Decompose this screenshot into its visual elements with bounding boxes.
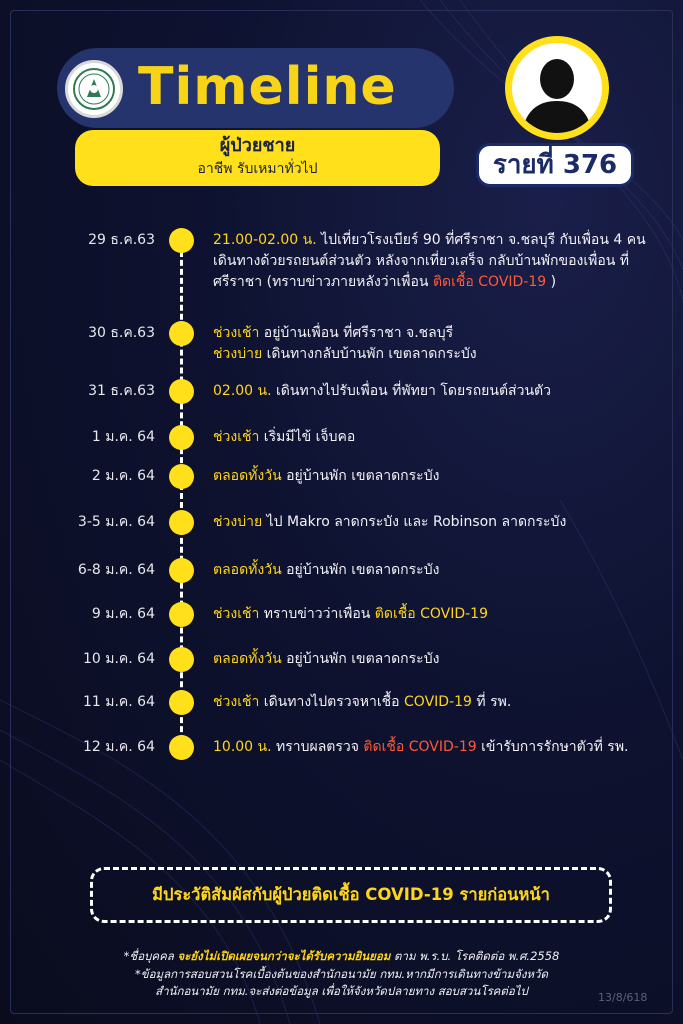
timeline-description: [213, 692, 653, 713]
timeline-dot: [169, 510, 194, 535]
timeline-dot: [169, 228, 194, 253]
footer-line1-emphasis: จะยังไม่เปิดเผยจนกว่าจะได้รับความยินยอม: [177, 949, 391, 963]
highlight-text: COVID-19: [404, 694, 472, 710]
timeline-description: [213, 466, 653, 487]
person-silhouette-icon: [505, 36, 609, 140]
patient-occupation: อาชีพ รับเหมาทั่วไป: [197, 161, 318, 177]
timeline-dot: [169, 379, 194, 404]
bangkok-seal-icon: [65, 60, 123, 118]
timeline-description: [213, 323, 653, 365]
timeline-dot: [169, 464, 194, 489]
description-text: ไปเที่ยวโรงเบียร์ 90 ที่ศรีราชา จ.ชลบุรี กับเพื่อน 4 คน เดินทางด้วยรถยนต์ส่วนตัว หลังจากเที่ยวเสร็จ กลับบ้านพักของเพื่อน ที่ศรีราชา (ทราบข่าวภายหลังว่าเพื่อน: [213, 232, 646, 290]
timeline-description: [213, 512, 653, 533]
description-text: เดินทางกลับบ้านพัก เขตลาดกระบัง: [262, 346, 477, 362]
timeline-date: 2 ม.ค. 64: [91, 468, 155, 484]
highlight-text: ตลอดทั้งวัน: [213, 468, 282, 484]
description-text: ทราบข่าวว่าเพื่อน: [259, 606, 375, 622]
timeline-dot: [169, 735, 194, 760]
timeline-dot: [169, 647, 194, 672]
timeline-date: 3-5 ม.ค. 64: [77, 514, 155, 530]
timeline-date: 11 ม.ค. 64: [82, 694, 155, 710]
timeline-dot: [169, 690, 194, 715]
description-text: เริ่มมีไข้ เจ็บคอ: [259, 429, 356, 445]
highlight-text: ช่วงเช้า: [213, 325, 260, 341]
timeline-date: 29 ธ.ค.63: [88, 232, 155, 248]
timeline-date: 9 ม.ค. 64: [91, 606, 155, 622]
case-number-badge: รายที่ 376: [476, 143, 634, 187]
description-text: เดินทางไปตรวจหาเชื้อ: [259, 694, 405, 710]
footer-privacy-note: [40, 948, 643, 965]
timeline-dot: [169, 321, 194, 346]
description-text: เข้ารับการรักษาตัวที่ รพ.: [476, 739, 629, 755]
highlight-text: ตลอดทั้งวัน: [213, 562, 282, 578]
timeline-description: [213, 381, 653, 402]
highlight-text: 21.00-02.00 น.: [213, 232, 317, 248]
timeline-description: [213, 560, 653, 581]
timeline-date: 10 ม.ค. 64: [82, 651, 155, 667]
footer-referral-note: สำนักอนามัย กทม.จะส่งต่อข้อมูล เพื่อให้จังหวัดปลายทาง สอบสวนโรคต่อไป: [155, 984, 528, 998]
highlight-text: ช่วงเช้า: [213, 694, 260, 710]
timeline-date: 1 ม.ค. 64: [91, 429, 155, 445]
contact-history-notice: มีประวัติสัมผัสกับผู้ป่วยติดเชื้อ COVID-19 รายก่อนหน้า: [90, 867, 612, 923]
highlight-text: ตลอดทั้งวัน: [213, 651, 282, 667]
highlight-text: ติดเชื้อ COVID-19: [374, 606, 488, 622]
highlight-text: 10.00 น.: [213, 739, 272, 755]
timeline-dot: [169, 602, 194, 627]
timeline-date: 6-8 ม.ค. 64: [77, 562, 155, 578]
timeline-description: [213, 649, 653, 670]
timeline-dot: [169, 425, 194, 450]
footer-line1-prefix: *ชื่อบุคคล: [123, 949, 178, 963]
timeline-dot: [169, 558, 194, 583]
description-text: อยู่บ้านพัก เขตลาดกระบัง: [281, 562, 440, 578]
footer-line1-suffix: ตาม พ.ร.บ. โรคติดต่อ พ.ศ.2558: [390, 949, 560, 963]
footer-investigation-note: *ข้อมูลการสอบสวนโรคเบื้องต้นของสำนักอนามัย กทม.หากมีการเดินทางข้ามจังหวัด: [135, 967, 548, 981]
highlight-text: ช่วงเช้า: [213, 606, 260, 622]
image-stamp: 13/8/618: [598, 991, 648, 1004]
patient-info-box: [75, 130, 440, 186]
description-text: ไป Makro ลาดกระบัง และ Robinson ลาดกระบัง: [262, 514, 567, 530]
description-text: ทราบผลตรวจ: [271, 739, 364, 755]
highlight-text: ช่วงเช้า: [213, 429, 260, 445]
infection-text: ติดเชื้อ COVID-19: [363, 739, 477, 755]
timeline-description: [213, 427, 653, 448]
patient-gender: ผู้ป่วยชาย: [219, 135, 296, 156]
description-text: อยู่บ้านพัก เขตลาดกระบัง: [281, 651, 440, 667]
description-text: ): [546, 274, 557, 290]
timeline-date: 31 ธ.ค.63: [88, 383, 155, 399]
highlight-text: ช่วงบ่าย: [213, 514, 263, 530]
description-text: อยู่บ้านเพื่อน ที่ศรีราชา จ.ชลบุรี: [259, 325, 454, 341]
description-text: ที่ รพ.: [471, 694, 512, 710]
highlight-text: ช่วงบ่าย: [213, 346, 263, 362]
page-title: Timeline: [138, 57, 397, 117]
description-text: อยู่บ้านพัก เขตลาดกระบัง: [281, 468, 440, 484]
description-text: เดินทางไปรับเพื่อน ที่พัทยา โดยรถยนต์ส่วนตัว: [271, 383, 551, 399]
timeline-description: [213, 737, 653, 758]
timeline-date: 30 ธ.ค.63: [88, 325, 155, 341]
infection-text: ติดเชื้อ COVID-19: [432, 274, 547, 290]
highlight-text: 02.00 น.: [213, 383, 272, 399]
timeline-description: [213, 604, 653, 625]
timeline-connector: [180, 242, 183, 750]
timeline-description: [213, 230, 653, 293]
timeline-date: 12 ม.ค. 64: [82, 739, 155, 755]
